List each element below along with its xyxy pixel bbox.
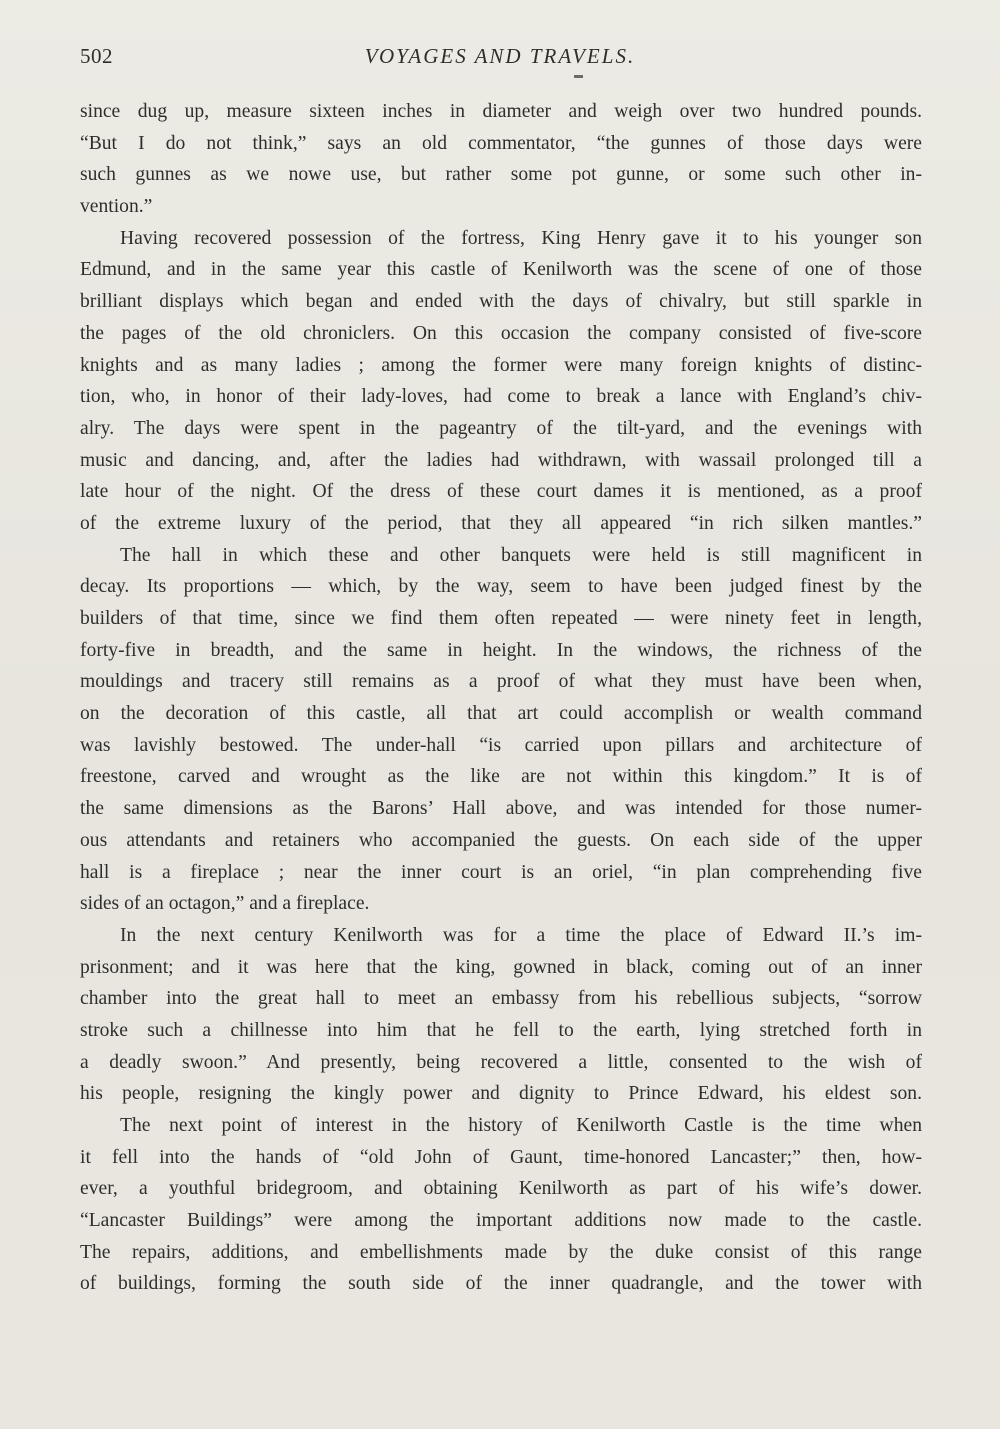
text-line: such gunnes as we nowe use, but rather some pot gunne, or some such other in-	[80, 164, 922, 186]
text-line: alry. The days were spent in the pageantry of the tilt-yard, and the evenings with	[80, 417, 922, 439]
text-line: builders of that time, since we find them often repeated — were ninety feet in length,	[80, 608, 922, 629]
text-line: since dug up, measure sixteen inches in diameter and weigh over two hundred pounds.	[80, 101, 922, 122]
text-line: ous attendants and retainers who accompanied the guests. On each side of the upper	[80, 829, 922, 851]
text-line: chamber into the great hall to meet an embassy from his rebellious subjects, “sorrow	[80, 988, 922, 1010]
text-line: ever, a youthful bridegroom, and obtaining Kenilworth as part of his wife’s dower.	[80, 1178, 922, 1200]
text-line: his people, resigning the kingly power and dignity to Prince Edward, his eldest son.	[80, 1083, 922, 1105]
body-text	[80, 96, 922, 1300]
text-line: “Lancaster Buildings” were among the important additions now made to the castle.	[80, 1210, 922, 1232]
text-line: music and dancing, and, after the ladies had withdrawn, with wassail prolonged till a	[80, 449, 922, 471]
text-line: In the next century Kenilworth was for a time the place of Edward II.’s im-	[120, 924, 922, 946]
page-number: 502	[80, 44, 113, 68]
text-line: mouldings and tracery still remains as a proof of what they must have been when,	[80, 671, 922, 693]
text-line: The hall in which these and other banquets were held is still magnificent in	[120, 544, 922, 566]
text-line: of buildings, forming the south side of the inner quadrangle, and the tower with	[80, 1273, 922, 1295]
text-line: prisonment; and it was here that the king, gowned in black, coming out of an inner	[80, 956, 922, 978]
text-line: tion, who, in honor of their lady-loves, had come to break a lance with England’s chiv-	[80, 386, 922, 408]
text-line: The repairs, additions, and embellishments made by the duke consist of this range	[80, 1241, 922, 1263]
text-line: a deadly swoon.” And presently, being recovered a little, consented to the wish of	[80, 1051, 922, 1073]
text-line: the pages of the old chroniclers. On this occasion the company consisted of five-score	[80, 322, 922, 344]
text-line: late hour of the night. Of the dress of these court dames it is mentioned, as a proof	[80, 481, 922, 503]
text-line: it fell into the hands of “old John of Gaunt, time-honored Lancaster;” then, how-	[80, 1146, 922, 1168]
text-line: “But I do not think,” says an old commentator, “the gunnes of those days were	[80, 132, 922, 154]
text-line: of the extreme luxury of the period, that they all appeared “in rich silken mantles.”	[80, 512, 922, 534]
text-line: on the decoration of this castle, all that art could accomplish or wealth command	[80, 703, 922, 725]
text-line: vention.”	[80, 196, 153, 218]
text-line: knights and as many ladies ; among the former were many foreign knights of distinc-	[80, 354, 922, 376]
running-title: VOYAGES AND TRAVELS.	[364, 44, 636, 68]
text-line: The next point of interest in the history of Kenilworth Castle is the time when	[120, 1115, 922, 1136]
text-line: sides of an octagon,” and a fireplace.	[80, 893, 370, 915]
text-line: forty-five in breadth, and the same in height. In the windows, the richness of the	[80, 639, 922, 661]
page-header	[80, 44, 920, 80]
text-line: Edmund, and in the same year this castle of Kenilworth was the scene of one of those	[80, 259, 922, 281]
text-line: hall is a fireplace ; near the inner court is an oriel, “in plan comprehending five	[80, 861, 922, 883]
text-line: was lavishly bestowed. The under-hall “is carried upon pillars and architecture of	[80, 734, 922, 756]
text-line: decay. Its proportions — which, by the way, seem to have been judged finest by the	[80, 576, 922, 598]
text-line: freestone, carved and wrought as the like are not within this kingdom.” It is of	[80, 766, 922, 788]
header-ornament-mark	[574, 75, 583, 78]
text-line: brilliant displays which began and ended with the days of chivalry, but still sparkle in	[80, 291, 922, 313]
text-line: stroke such a chillnesse into him that he fell to the earth, lying stretched forth in	[80, 1019, 922, 1041]
text-line: Having recovered possession of the fortress, King Henry gave it to his younger son	[120, 227, 922, 249]
text-line: the same dimensions as the Barons’ Hall above, and was intended for those numer-	[80, 798, 922, 820]
